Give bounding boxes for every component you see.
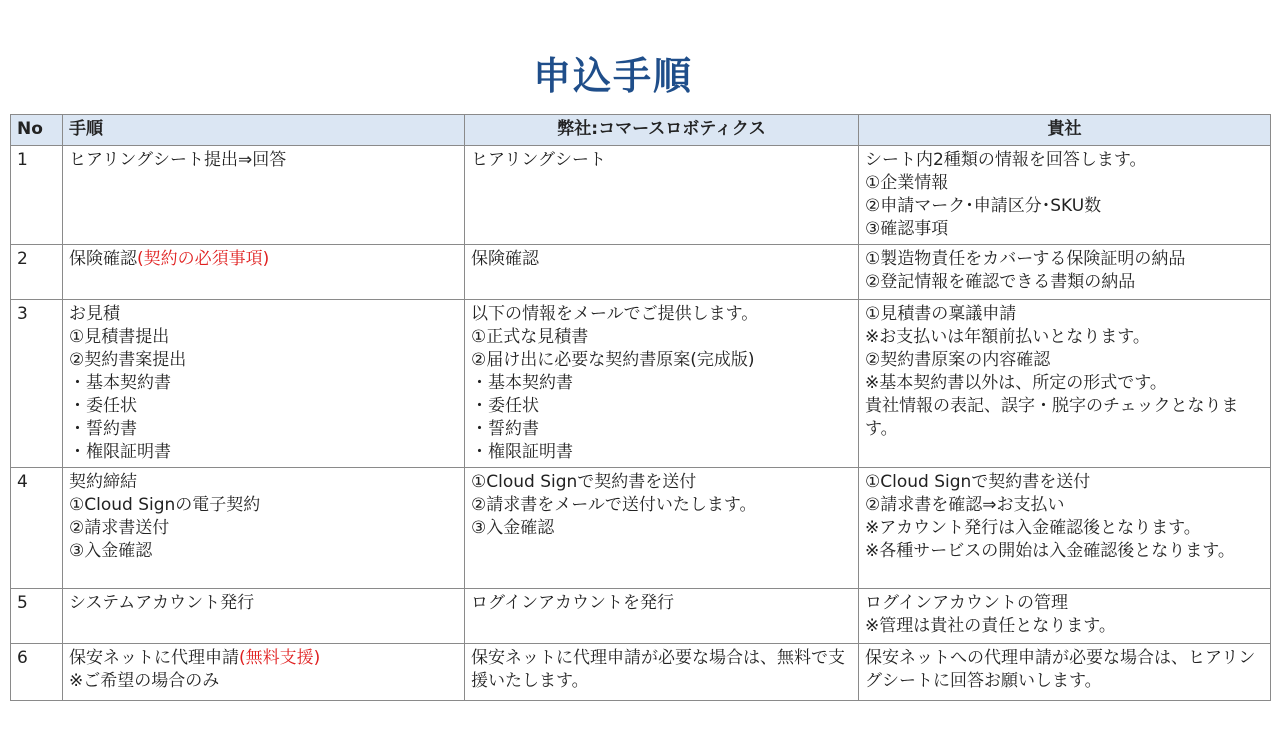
table-row: [11, 468, 1271, 589]
table-row: [11, 589, 1271, 644]
table-header-row: [11, 115, 1271, 146]
row-number: 2: [11, 245, 63, 300]
your-company-cell: シート内2種類の情報を回答します。 ①企業情報 ②申請マーク･申請区分･SKU数 ③確認事項: [859, 146, 1271, 245]
page-title: 申込手順: [532, 54, 693, 98]
header-your-company: 貴社: [859, 115, 1271, 146]
our-company-cell: ヒアリングシート: [465, 146, 859, 245]
step-cell: [63, 644, 465, 701]
row-number: 1: [11, 146, 63, 245]
your-company-cell: ①Cloud Signで契約書を送付 ②請求書を確認⇒お支払い ※アカウント発行は入金確認後となります。 ※各種サービスの開始は入金確認後となります。: [859, 468, 1271, 589]
your-company-cell: ログインアカウントの管理 ※管理は貴社の責任となります。: [859, 589, 1271, 644]
row-number: 6: [11, 644, 63, 701]
step-cell: [63, 146, 465, 245]
step-cell: 契約締結 ①Cloud Signの電子契約 ②請求書送付 ③入金確認: [63, 468, 465, 589]
step-cell: お見積 ①見積書提出 ②契約書案提出 ・基本契約書 ・委任状 ・誓約書 ・権限証明書: [63, 300, 465, 468]
your-company-cell: ①製造物責任をカバーする保険証明の納品 ②登記情報を確認できる書類の納品: [859, 245, 1271, 300]
header-step: 手順: [63, 115, 465, 146]
step-required-note: (契約の必須事項): [137, 249, 270, 269]
our-company-cell: ①Cloud Signで契約書を送付 ②請求書をメールで送付いたします。 ③入金確認: [465, 468, 859, 589]
step-text: 保険確認: [69, 249, 137, 269]
step-text: 保安ネットに代理申請: [69, 648, 239, 668]
step-cell: [63, 245, 465, 300]
procedure-table: [10, 114, 1271, 701]
your-company-cell: ①見積書の稟議申請 ※お支払いは年額前払いとなります。 ②契約書原案の内容確認 ※基本契約書以外は、所定の形式です。 貴社情報の表記、誤字・脱字のチェックとなります。: [859, 300, 1271, 468]
step-extra-note: ※ご希望の場合のみ: [69, 671, 220, 691]
table-row: [11, 146, 1271, 245]
your-company-cell: 保安ネットへの代理申請が必要な場合は、ヒアリングシートに回答お願いします。: [859, 644, 1271, 701]
our-company-cell: 保険確認: [465, 245, 859, 300]
our-company-cell: ログインアカウントを発行: [465, 589, 859, 644]
row-number: 3: [11, 300, 63, 468]
our-company-cell: 以下の情報をメールでご提供します。 ①正式な見積書 ②届け出に必要な契約書原案(完成版) ・基本契約書 ・委任状 ・誓約書 ・権限証明書: [465, 300, 859, 468]
table-row: [11, 245, 1271, 300]
row-number: 4: [11, 468, 63, 589]
step-free-support-note: (無料支援): [239, 648, 321, 668]
our-company-cell: 保安ネットに代理申請が必要な場合は、無料で支援いたします。: [465, 644, 859, 701]
step-text: ヒアリングシート提出⇒回答: [69, 150, 287, 170]
header-our-company: 弊社:コマースロボティクス: [465, 115, 859, 146]
table-row: [11, 300, 1271, 468]
header-no: No: [11, 115, 63, 146]
step-cell: システムアカウント発行: [63, 589, 465, 644]
table-row: [11, 644, 1271, 701]
row-number: 5: [11, 589, 63, 644]
